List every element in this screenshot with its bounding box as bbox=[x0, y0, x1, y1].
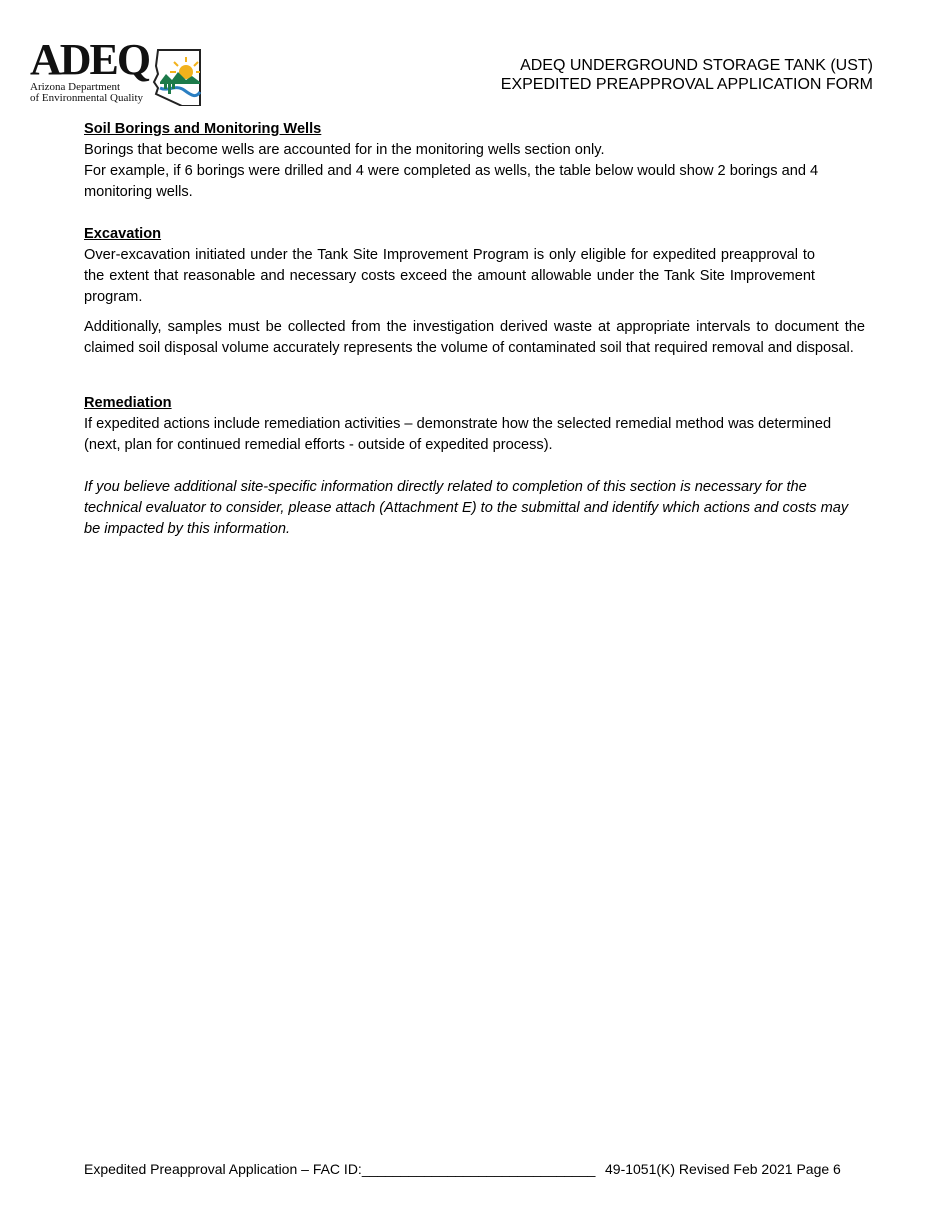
excavation-paragraph-2: Additionally, samples must be collected from the investigation derived waste at appropriate intervals to document the claimed soil disposal volume accurately represents the volume of contaminated soil that required removal and disposal. bbox=[84, 319, 865, 356]
logo-subtitle-line2: of Environmental Quality bbox=[30, 92, 144, 104]
form-header-title-line2: EXPEDITED PREAPPROVAL APPLICATION FORM bbox=[500, 76, 873, 93]
arizona-state-icon bbox=[152, 48, 202, 106]
form-header-title-line1: ADEQ UNDERGROUND STORAGE TANK (UST) bbox=[520, 57, 873, 74]
section-heading-remediation: Remediation bbox=[84, 395, 172, 411]
logo-wordmark: ADEQ bbox=[30, 35, 150, 84]
soil-borings-text-line1: Borings that become wells are accounted for in the monitoring wells section only. bbox=[84, 142, 605, 158]
remediation-paragraph: If expedited actions include remediation activities – demonstrate how the selected remedial method was determined (next, plan for continued remedial efforts - outside of expedited process). bbox=[84, 416, 832, 453]
footer-fac-id: Expedited Preapproval Application – FAC ID:______________________________ bbox=[84, 1161, 596, 1177]
adeq-logo bbox=[30, 35, 202, 108]
attachment-note: If you believe additional site-specific information directly related to completion of this section is necessary for the technical evaluator to consider, please attach (Attachment E) to the submittal and identify which actions and costs may be impacted by this information. bbox=[84, 479, 849, 537]
soil-borings-text-line2: For example, if 6 borings were drilled and 4 were completed as wells, the table below would show 2 borings and 4 monitoring wells. bbox=[84, 163, 819, 200]
page-footer bbox=[84, 1160, 841, 1179]
excavation-paragraph-1: Over-excavation initiated under the Tank Site Improvement Program is only eligible for expedited preapproval to the extent that reasonable and necessary costs exceed the amount allowable under the Tank Site Improvement program. bbox=[84, 247, 815, 305]
logo-subtitle-line1: Arizona Department bbox=[30, 81, 121, 93]
footer-form-reference: 49-1051(K) Revised Feb 2021 Page 6 bbox=[605, 1161, 841, 1177]
form-header-title bbox=[501, 56, 873, 94]
section-heading-soil-borings: Soil Borings and Monitoring Wells bbox=[84, 121, 322, 137]
section-heading-excavation: Excavation bbox=[84, 226, 162, 242]
page-content bbox=[84, 119, 865, 540]
